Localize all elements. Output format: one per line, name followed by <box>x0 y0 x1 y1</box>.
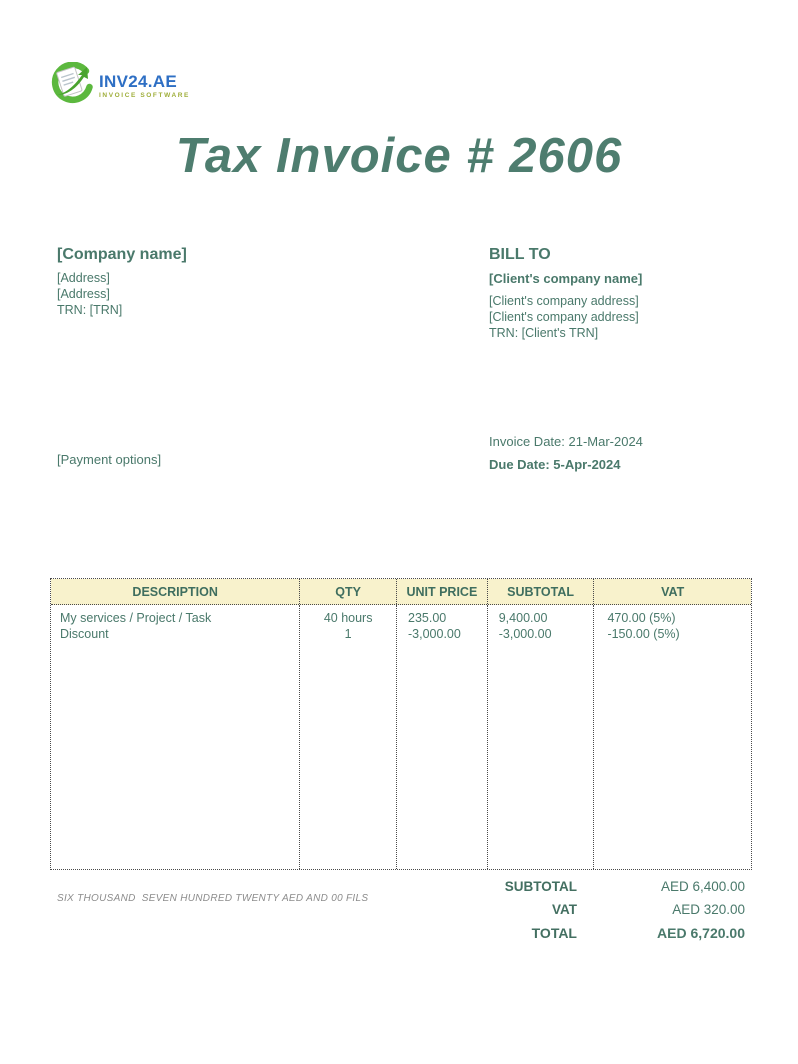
client-trn: TRN: [Client's TRN] <box>489 326 599 340</box>
logo-name: INV24.AE <box>99 72 177 92</box>
cell-subtotal-row1: 9,400.00 <box>498 611 548 625</box>
header-unit-price: UNIT PRICE <box>397 579 488 604</box>
column-qty <box>300 605 397 869</box>
company-block <box>57 246 187 318</box>
totals-vat-row <box>427 898 745 921</box>
cell-subtotal-row2: -3,000.00 <box>498 627 552 641</box>
header-qty: QTY <box>300 579 397 604</box>
company-trn: TRN: [TRN] <box>57 303 123 317</box>
column-description <box>51 605 300 869</box>
totals-block <box>427 875 745 944</box>
bill-to-heading: BILL TO <box>489 246 551 263</box>
header-vat: VAT <box>661 584 685 599</box>
subtotal-label: SUBTOTAL <box>504 879 577 894</box>
header-subtotal: SUBTOTAL <box>488 579 595 604</box>
company-address-2: [Address] <box>57 287 110 301</box>
invoice-title: Tax Invoice # 2606 <box>175 129 623 183</box>
table-header-row <box>51 579 751 605</box>
company-name: [Company name] <box>57 246 187 263</box>
cell-unit-price-row2: -3,000.00 <box>408 627 461 641</box>
header-description: DESCRIPTION <box>51 579 300 604</box>
totals-subtotal-row <box>427 875 745 898</box>
cell-description-row1: My services / Project / Task <box>60 611 212 625</box>
subtotal-value: AED 6,400.00 <box>660 879 745 894</box>
due-date: Due Date: 5-Apr-2024 <box>489 457 621 472</box>
column-subtotal <box>488 605 595 869</box>
total-value: AED 6,720.00 <box>657 924 745 941</box>
vat-value: AED 320.00 <box>672 902 745 917</box>
column-unit-price <box>397 605 488 869</box>
inv24-logo-icon <box>49 62 94 111</box>
items-table <box>50 578 752 870</box>
column-vat <box>594 605 751 869</box>
amount-in-words: SIX THOUSAND SEVEN HUNDRED TWENTY AED AND 00 FILS <box>57 893 369 904</box>
payment-options: [Payment options] <box>57 452 162 467</box>
company-address-1: [Address] <box>57 271 110 285</box>
bill-to-block <box>489 246 642 341</box>
logo <box>49 62 190 111</box>
table-body <box>51 605 751 869</box>
logo-subtitle: INVOICE SOFTWARE <box>99 92 190 100</box>
cell-description-row2: Discount <box>60 627 109 641</box>
cell-vat-row1: 470.00 (5%) <box>607 611 676 625</box>
client-address-2: [Client's company address] <box>489 310 639 324</box>
cell-qty-row1: 40 hours <box>323 611 373 625</box>
logo-text <box>99 73 190 100</box>
totals-total-row <box>427 921 745 944</box>
cell-qty-row2: 1 <box>344 627 352 641</box>
cell-unit-price-row1: 235.00 <box>408 611 447 625</box>
client-address-1: [Client's company address] <box>489 294 639 308</box>
dates-block <box>489 430 643 476</box>
total-label: TOTAL <box>531 924 577 941</box>
cell-vat-row2: -150.00 (5%) <box>607 627 680 641</box>
client-name: [Client's company name] <box>489 271 643 286</box>
vat-label: VAT <box>552 902 577 917</box>
invoice-date: Invoice Date: 21-Mar-2024 <box>489 434 643 449</box>
